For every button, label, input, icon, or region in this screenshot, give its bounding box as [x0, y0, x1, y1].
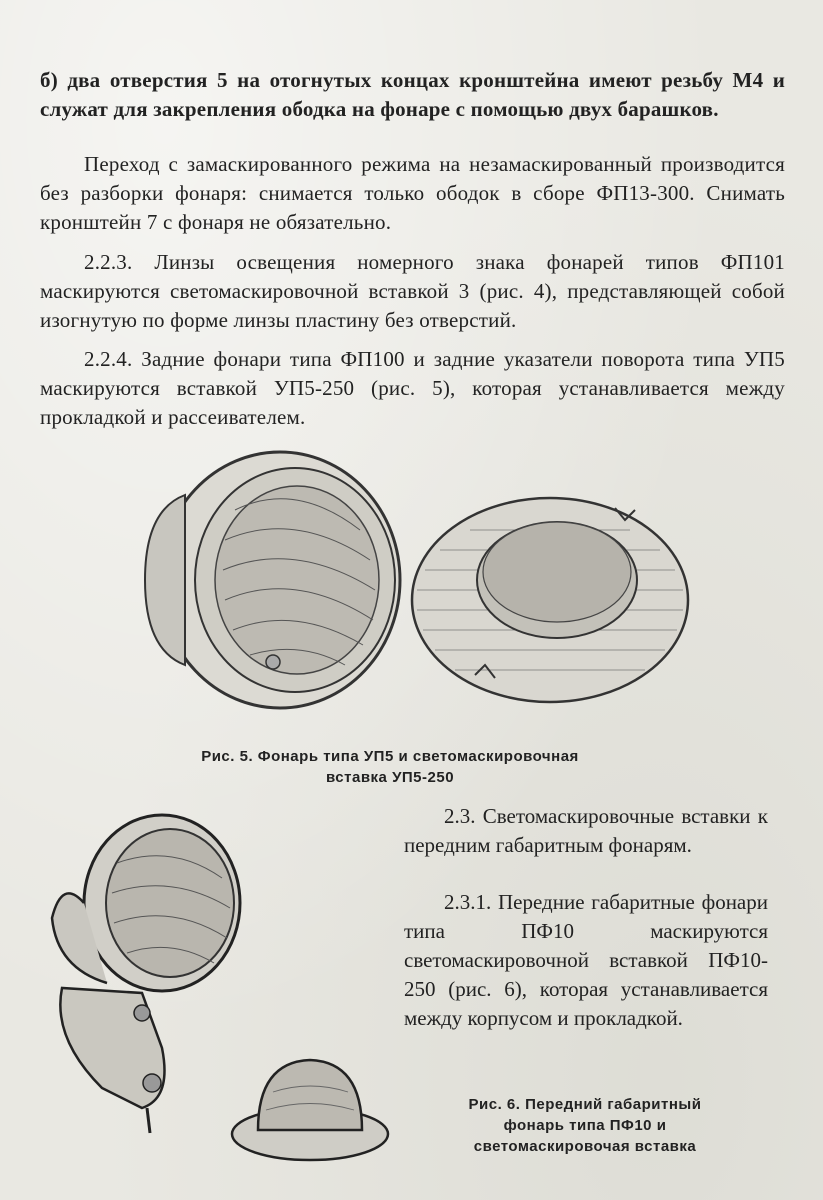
figure5-caption-line1: Рис. 5. Фонарь типа УП5 и светомаскировочная — [201, 748, 579, 765]
figure6-caption-line3: светомаскировочая вставка — [473, 1138, 697, 1155]
figure5-caption — [150, 746, 630, 788]
figure6-caption-line1: Рис. 6. Передний габаритный — [468, 1096, 702, 1113]
section231-text: 2.3.1. Передние габаритные фонари типа ПФ10 маскируются светомаскировочной вставкой ПФ10-250 (рис. 6), которая устанавливается между корпусом и прокладкой. — [404, 890, 768, 1030]
figure5-caption-line2: вставка УП5-250 — [325, 769, 455, 786]
paragraph-mounting-holes — [40, 66, 785, 124]
up5-lamp-illustration — [125, 440, 415, 720]
paragraph-223: 2.2.3. Линзы освещения номерного знака фонарей типов ФП101 маскируются светомаскировочной вставкой 3 (рис. 4), представляющей собой изогнутую по форме линзы пластину без отверстий. — [40, 250, 785, 332]
pf10-lamp-illustration — [22, 808, 242, 1138]
up5-250-insert-illustration — [405, 490, 695, 710]
figure6-caption — [420, 1094, 750, 1157]
paragraph-mode-switch: Переход с замаскированного режима на незамаскированный производится без разборки фонаря: снимается только ободок в сборе ФП13-300. Снимать кронштейн 7 с фонаря не обязательно. — [40, 152, 785, 234]
paragraph-224: 2.2.4. Задние фонари типа ФП100 и задние указатели поворота типа УП5 маскируются вставкой УП5-250 (рис. 5), которая устанавливается между прокладкой и рассеивателем. — [40, 347, 785, 429]
pf10-250-insert-illustration — [228, 1052, 393, 1167]
section23-heading: 2.3. Светомаскировочные вставки к передним габаритным фонарям. — [404, 804, 768, 857]
figure6-caption-line2: фонарь типа ПФ10 и — [503, 1117, 667, 1134]
paragraph-mounting-holes-text: б) два отверстия 5 на отогнутых концах кронштейна имеют резьбу М4 и служат для закрепления ободка на фонаре с помощью двух барашков. — [40, 68, 785, 121]
